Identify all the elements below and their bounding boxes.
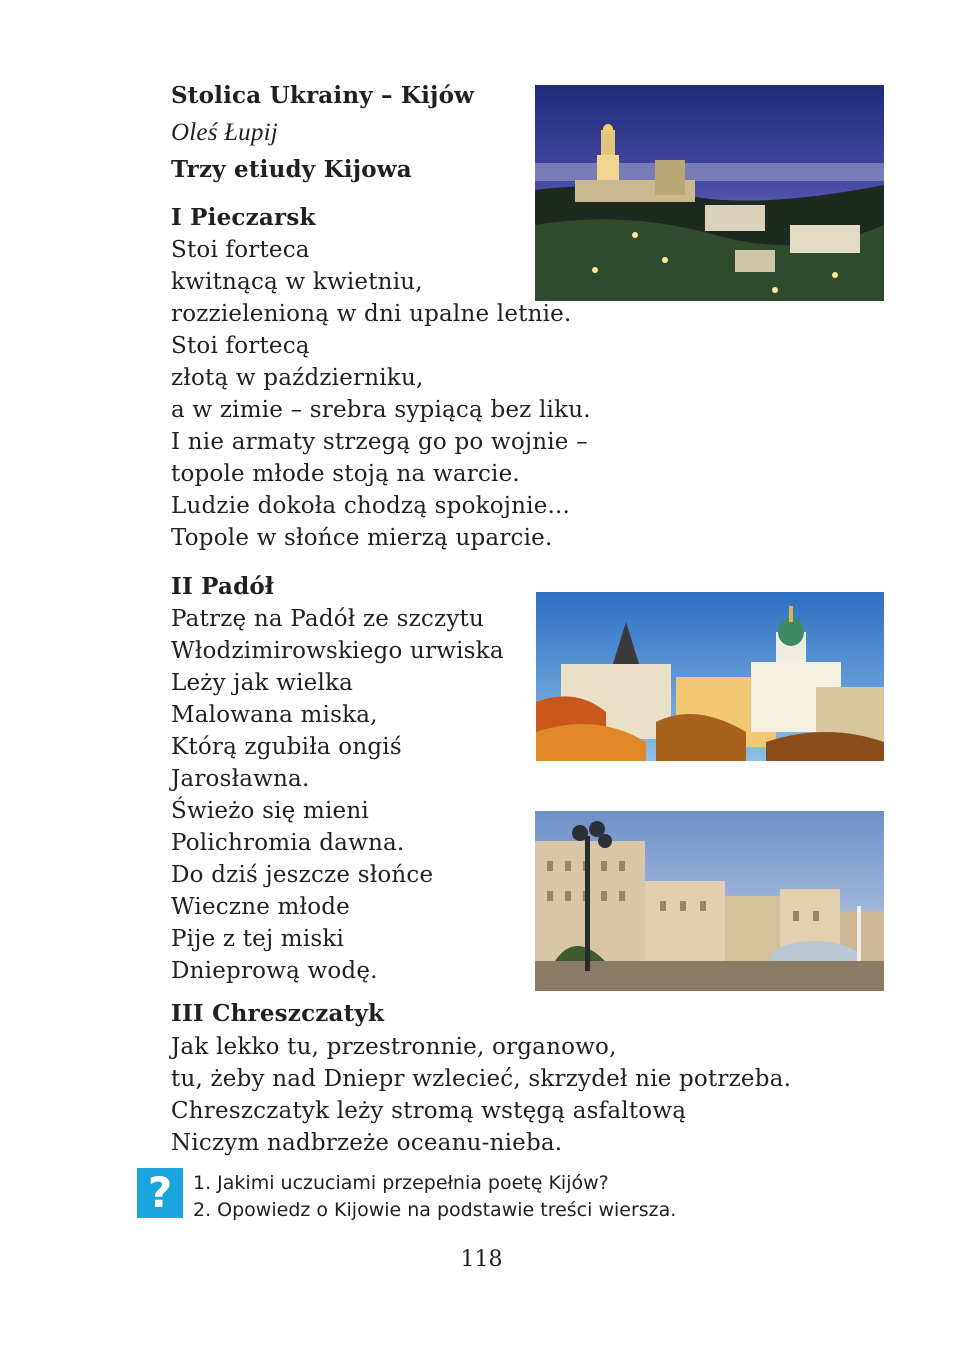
poem-line: Świeżo się mieni: [171, 798, 369, 824]
question-mark-icon: ?: [137, 1168, 183, 1218]
poem-line: Chreszczatyk leży stromą wstęgą asfaltową: [171, 1098, 687, 1124]
page-number: 118: [460, 1247, 503, 1272]
andriyivskyy-descent-photo: [536, 592, 884, 761]
poem-line: Którą zgubiła ongiś: [171, 734, 402, 760]
poem-line: Niczym nadbrzeże oceanu-nieba.: [171, 1130, 563, 1156]
section-heading-pieczarsk: I Pieczarsk: [171, 204, 316, 231]
poem-line: Stoi fortecą: [171, 333, 310, 359]
poem-line: Jarosławna.: [171, 766, 310, 792]
poem-line: I nie armaty strzegą go po wojnie –: [171, 429, 588, 455]
poem-line: Dnieprową wodę.: [171, 958, 378, 984]
page-title: Stolica Ukrainy – Kijów: [171, 82, 475, 109]
section-heading-padol: II Padół: [171, 573, 274, 600]
poem-line: Pije z tej miski: [171, 926, 345, 952]
poem-line: rozzielenioną w dni upalne letnie.: [171, 301, 572, 327]
poem-line: Wieczne młode: [171, 894, 350, 920]
poem-line: Patrzę na Padół ze szczytu: [171, 606, 484, 632]
poem-line: Leży jak wielka: [171, 670, 354, 696]
question-item: 1. Jakimi uczuciami przepełnia poetę Kijów?: [193, 1172, 609, 1194]
poem-line: Ludzie dokoła chodzą spokojnie...: [171, 493, 571, 519]
poem-line: Polichromia dawna.: [171, 830, 405, 856]
independence-square-photo: [535, 811, 884, 991]
question-item: 2. Opowiedz o Kijowie na podstawie treści wiersza.: [193, 1199, 677, 1221]
poem-line: a w zimie – srebra sypiącą bez liku.: [171, 397, 591, 423]
poem-line: topole młode stoją na warcie.: [171, 461, 520, 487]
section-heading-chreszczatyk: III Chreszczatyk: [171, 1000, 385, 1027]
poem-line: Topole w słońce mierzą uparcie.: [171, 525, 553, 551]
pechersk-lavra-night-photo: [535, 85, 884, 301]
poem-line: Włodzimirowskiego urwiska: [171, 638, 504, 664]
poem-line: tu, żeby nad Dniepr wzlecieć, skrzydeł nie potrzeba.: [171, 1066, 792, 1092]
poem-line: Stoi forteca: [171, 237, 310, 263]
poem-title: Trzy etiudy Kijowa: [171, 156, 412, 183]
poem-line: Do dziś jeszcze słońce: [171, 862, 434, 888]
poem-line: złotą w październiku,: [171, 365, 424, 391]
poem-line: Malowana miska,: [171, 702, 378, 728]
poem-line: kwitnącą w kwietniu,: [171, 269, 423, 295]
poem-line: Jak lekko tu, przestronnie, organowo,: [171, 1034, 617, 1060]
author-name: Oleś Łupij: [171, 119, 278, 146]
